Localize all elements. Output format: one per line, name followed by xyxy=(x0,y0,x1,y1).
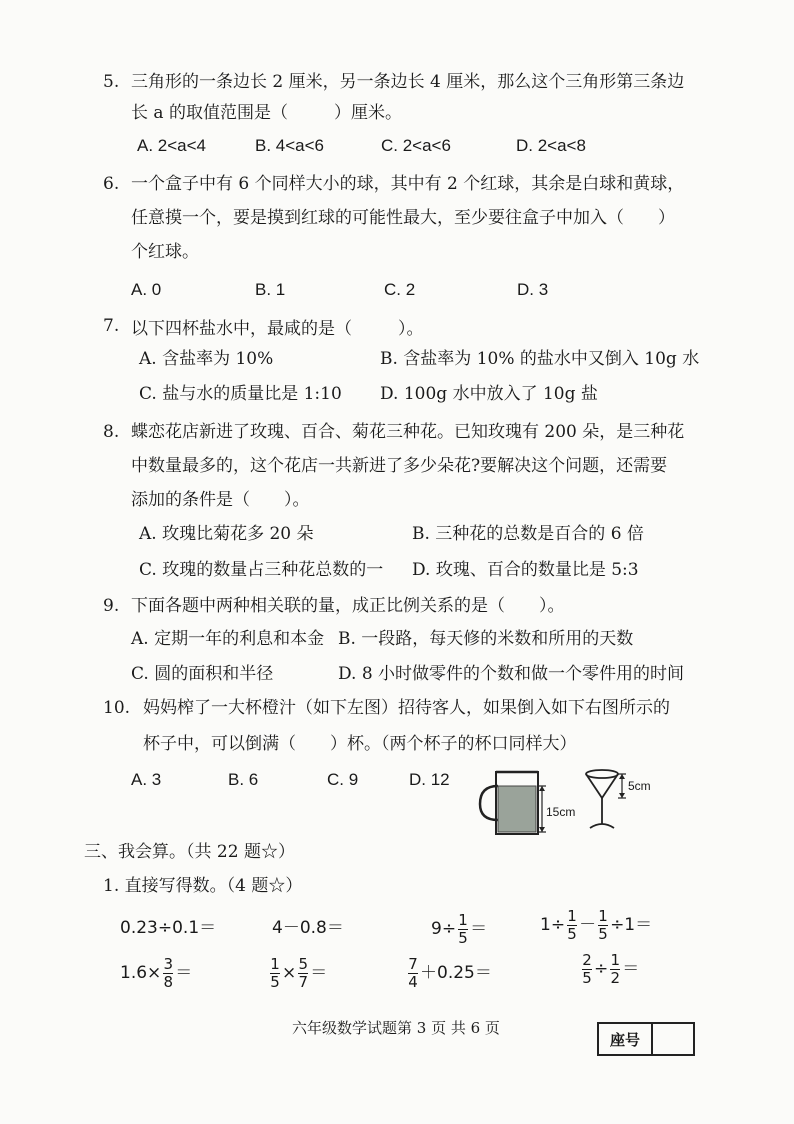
q9-option-b[interactable]: B. 一段路，每天修的米数和所用的天数 xyxy=(338,629,634,649)
q5-line2: 长 a 的取值范围是（ ）厘米。 xyxy=(131,100,402,123)
q5-answer-blank[interactable] xyxy=(288,100,334,118)
q10-line1: 妈妈榨了一大杯橙汁（如下左图）招待客人，如果倒入如下右图所示的 xyxy=(143,698,670,718)
fig-left-label: 15cm xyxy=(546,805,576,819)
page-footer: 六年级数学试题第 3 页 共 6 页 xyxy=(292,1019,500,1037)
q6-option-b[interactable]: B. 1 xyxy=(255,280,286,299)
calc-r2c1: 1.6× $\frac{3}{8}$ ＝ xyxy=(120,954,193,991)
q7-option-a[interactable]: A. 含盐率为 10% xyxy=(139,349,274,369)
section3-title: 三、我会算。（共 22 题☆） xyxy=(84,842,295,862)
q8-line1: 蝶恋花店新进了玫瑰、百合、菊花三种花。已知玫瑰有 200 朵，是三种花 xyxy=(131,422,685,442)
q8-option-b[interactable]: B. 三种花的总数是百合的 6 倍 xyxy=(412,524,644,544)
q9-option-d[interactable]: D. 8 小时做零件的个数和做一个零件用的时间 xyxy=(338,664,685,684)
q5-line1: 三角形的一条边长 2 厘米，另一条边长 4 厘米，那么这个三角形第三条边 xyxy=(131,72,685,92)
q8-line3: 添加的条件是（ ）。 xyxy=(131,490,310,510)
q7-number: 7. xyxy=(103,316,120,336)
q5-option-d[interactable]: D. 2<a<8 xyxy=(516,136,586,155)
q5-number: 5. xyxy=(103,72,120,92)
q5-option-c[interactable]: C. 2<a<6 xyxy=(381,136,451,155)
q5-option-a[interactable]: A. 2<a<4 xyxy=(137,136,207,155)
q10-number: 10. xyxy=(103,698,131,718)
q10-option-c[interactable]: C. 9 xyxy=(327,770,359,789)
calc-r2c3: $\frac{7}{4}$ ＋0.25＝ xyxy=(408,954,492,991)
calc-r1c4: 1÷ $\frac{1}{5}$ － $\frac{1}{5}$ ÷1＝ xyxy=(540,906,653,943)
q7-answer-blank[interactable] xyxy=(352,316,398,334)
q10-figures xyxy=(474,766,674,840)
q6-option-c[interactable]: C. 2 xyxy=(384,280,416,299)
q10-option-a[interactable]: A. 3 xyxy=(131,770,162,789)
q7-option-d[interactable]: D. 100g 水中放入了 10g 盐 xyxy=(380,384,598,404)
q6-line3: 个红球。 xyxy=(131,242,199,262)
calc-r1c1: 0.23÷0.1＝ xyxy=(120,918,217,938)
q6-option-d[interactable]: D. 3 xyxy=(517,280,549,299)
q6-option-a[interactable]: A. 0 xyxy=(131,280,162,299)
seat-number-field[interactable] xyxy=(653,1024,693,1054)
q7-option-b[interactable]: B. 含盐率为 10% 的盐水中又倒入 10g 水 xyxy=(380,349,700,369)
seat-label: 座号 xyxy=(599,1024,653,1054)
q6-number: 6. xyxy=(103,174,120,194)
cylinder-cup-figure xyxy=(480,772,546,834)
calc-r2c2: $\frac{1}{5}$ × $\frac{5}{7}$ ＝ xyxy=(270,954,328,991)
q8-option-c[interactable]: C. 玫瑰的数量占三种花总数的一 xyxy=(139,560,384,580)
seat-number-box xyxy=(597,1022,695,1056)
q9-number: 9. xyxy=(103,596,120,616)
juice-fill xyxy=(498,786,536,832)
q8-option-a[interactable]: A. 玫瑰比菊花多 20 朵 xyxy=(139,524,314,544)
q5-option-b[interactable]: B. 4<a<6 xyxy=(255,136,325,155)
q8-line2: 中数量最多的，这个花店一共新进了多少朵花?要解决这个问题，还需要 xyxy=(131,456,668,476)
q6-line1: 一个盒子中有 6 个同样大小的球，其中有 2 个红球，其余是白球和黄球， xyxy=(131,174,685,194)
calc-r2c4: $\frac{2}{5}$ ÷ $\frac{1}{2}$ ＝ xyxy=(582,950,640,987)
q9-option-c[interactable]: C. 圆的面积和半径 xyxy=(131,664,274,684)
q9-stem: 下面各题中两种相关联的量，成正比例关系的是（ ）。 xyxy=(131,596,565,616)
q10-option-d[interactable]: D. 12 xyxy=(409,770,450,789)
q8-number: 8. xyxy=(103,422,120,442)
q9-option-a[interactable]: A. 定期一年的利息和本金 xyxy=(131,629,325,649)
q6-line2: 任意摸一个，要是摸到红球的可能性最大，至少要往盒子中加入（ ） xyxy=(131,208,675,228)
section3-sub: 1. 直接写得数。（4 题☆） xyxy=(103,876,303,896)
q7-option-c[interactable]: C. 盐与水的质量比是 1:10 xyxy=(139,384,342,404)
calc-r1c2: 4－0.8＝ xyxy=(272,918,344,938)
q10-option-b[interactable]: B. 6 xyxy=(228,770,259,789)
cone-glass-figure xyxy=(586,770,626,828)
calc-r1c3: 9÷ $\frac{1}{5}$ ＝ xyxy=(431,910,488,947)
q7-stem: 以下四杯盐水中，最咸的是（ ）。 xyxy=(131,316,424,339)
fig-right-label: 5cm xyxy=(628,779,651,793)
q8-option-d[interactable]: D. 玫瑰、百合的数量比是 5:3 xyxy=(412,560,639,580)
q10-line2: 杯子中，可以倒满（ ）杯。（两个杯子的杯口同样大） xyxy=(143,734,577,754)
